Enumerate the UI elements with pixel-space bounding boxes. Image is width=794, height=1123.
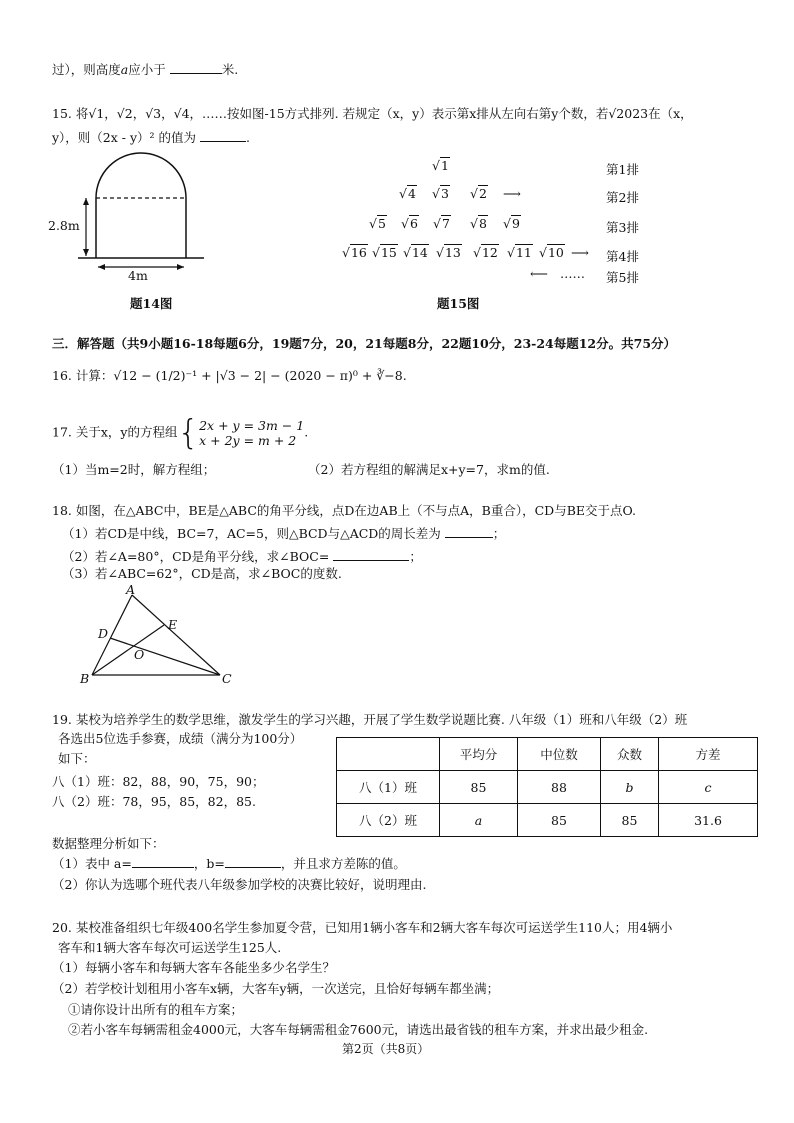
row-label: 第2排 xyxy=(606,190,639,205)
answer-blank[interactable] xyxy=(170,61,222,74)
q16: 16. 计算：√12 − (1/2)⁻¹ + |√3 − 2| − (2020 − π)⁰ + ∛−8. xyxy=(52,368,407,383)
label-E: E xyxy=(168,617,178,632)
table-row: 八（1）班 85 88 b c xyxy=(337,771,758,804)
label-C: C xyxy=(222,671,232,686)
figure-14 xyxy=(46,150,216,275)
q17-part2: （2）若方程组的解满足x+y=7，求m的值. xyxy=(308,462,550,477)
stats-table xyxy=(336,737,758,837)
q20-sub2: ②若小客车每辆需租金4000元，大客车每辆需租金7600元，请选出最省钱的租车方案，并求出最少租金. xyxy=(68,1022,649,1037)
section-heading: 三．解答题（共9小题16-18每题6分，19题7分，20，21每题8分，22题10分，23-24每题12分。共75分） xyxy=(52,336,677,351)
arrow-left-icon: ⟵ xyxy=(530,266,548,281)
q20-part1: （1）每辆小客车和每辆大客车各能坐多少名学生？ xyxy=(52,960,335,975)
row-label: 第4排 xyxy=(606,249,639,264)
fig15-caption: 题15图 xyxy=(437,296,480,311)
q20-line1: 20. 某校准备组织七年级400名学生参加夏令营，已知用1辆小客车和2辆大客车每次可运送学生110人；用4辆小 xyxy=(52,920,673,935)
fig15-cell: √5 xyxy=(369,216,386,231)
answer-blank[interactable] xyxy=(132,855,194,868)
q15-line1: 15. 将√1，√2，√3，√4，……按如图-15方式排列. 若规定（x，y）表示第x排从左向右第y个数，若√2023在（x， xyxy=(52,106,693,121)
row-label: 第1排 xyxy=(606,162,639,177)
row-label: 第5排 xyxy=(606,270,639,285)
fig15-cell: √3 xyxy=(432,186,449,201)
fig15-cell: √7 xyxy=(433,216,450,231)
q15-line2: y），则（2x - y）² 的值为 . xyxy=(52,130,250,145)
arrow-right-icon: ⟶ xyxy=(503,186,521,201)
q19-analysis: 数据整理分析如下： xyxy=(52,836,165,851)
q19-part2: （2）你认为选哪个班代表八年级参加学校的决赛比较好，说明理由. xyxy=(52,877,427,892)
fig14-height-label: 2.8m xyxy=(48,218,80,233)
q18-part1: （1）若CD是中线，BC=7，AC=5，则△BCD与△ACD的周长差为 ； xyxy=(62,526,506,541)
q19-class1: 八（1）班：82，88，90，75，90； xyxy=(52,774,265,789)
q19-line2: 各选出5位选手参赛，成绩（满分为100分） xyxy=(58,731,303,746)
q19-line1: 19. 某校为培养学生的数学思维，激发学生的学习兴趣，开展了学生数学说题比赛. 八年级（1）班和八年级（2）班 xyxy=(52,712,688,727)
label-B: B xyxy=(80,671,90,686)
q17-part1: （1）当m=2时，解方程组； xyxy=(52,462,216,477)
answer-blank[interactable] xyxy=(333,548,409,561)
q20-sub1: ①请你设计出所有的租车方案； xyxy=(68,1002,244,1017)
page-footer: 第2页（共8页） xyxy=(342,1042,430,1056)
fig15-cell: √10 xyxy=(539,245,564,260)
q19-class2: 八（2）班：78，95，85，82，85. xyxy=(52,794,256,809)
fig15-cell: √12 xyxy=(473,245,498,260)
q20-part2: （2）若学校计划租用小客车x辆，大客车y辆，一次送完，且恰好每辆车都坐满； xyxy=(52,981,500,996)
q20-line2: 客车和1辆大客车每次可运送学生125人. xyxy=(58,940,282,955)
table-header-row: 平均分 中位数 众数 方差 xyxy=(337,738,758,771)
label-A: A xyxy=(126,582,136,597)
fig15-cell: …… xyxy=(560,266,585,281)
q18-part3: （3）若∠ABC=62°，CD是高，求∠BOC的度数. xyxy=(62,566,342,581)
table-row: 八（2）班 a 85 85 31.6 xyxy=(337,804,758,837)
q17: 17. 关于x，y的方程组{2x + y = 3m − 1 x + 2y = m + 2. xyxy=(52,413,309,453)
fig15-cell: √4 xyxy=(399,186,416,201)
fig14-width-label: 4m xyxy=(128,268,148,283)
fig14-caption: 题14图 xyxy=(130,296,173,311)
answer-blank[interactable] xyxy=(200,129,246,142)
answer-blank[interactable] xyxy=(225,855,281,868)
fig15-cell: √2 xyxy=(470,186,487,201)
fig15-cell: √16 xyxy=(342,245,367,260)
fig15-cell: √14 xyxy=(403,245,428,260)
fig15-cell: √1 xyxy=(432,158,449,173)
label-D: D xyxy=(98,626,109,641)
q18-part2: （2）若∠A=80°，CD是角平分线，求∠BOC= ； xyxy=(62,549,422,564)
answer-blank[interactable] xyxy=(445,525,493,538)
arrow-right-icon: ⟶ xyxy=(571,245,589,260)
fig15-cell: √15 xyxy=(372,245,397,260)
row-label: 第3排 xyxy=(606,220,639,235)
label-O: O xyxy=(134,647,145,662)
fig15-cell: √8 xyxy=(470,216,487,231)
fig15-cell: √9 xyxy=(503,216,520,231)
fig15-cell: √13 xyxy=(436,245,461,260)
fig15-cell: √11 xyxy=(507,245,532,260)
q19-line3: 如下： xyxy=(58,751,96,766)
q14-tail: 过），则高度a应小于 米. xyxy=(52,62,239,77)
q19-part1: （1）表中 a= ，b= ，并且求方差陈的值。 xyxy=(52,856,406,871)
fig15-cell: √6 xyxy=(401,216,418,231)
q18-intro: 18. 如图，在△ABC中，BE是△ABC的角平分线，点D在边AB上（不与点A，B重合），CD与BE交于点O. xyxy=(52,503,636,518)
